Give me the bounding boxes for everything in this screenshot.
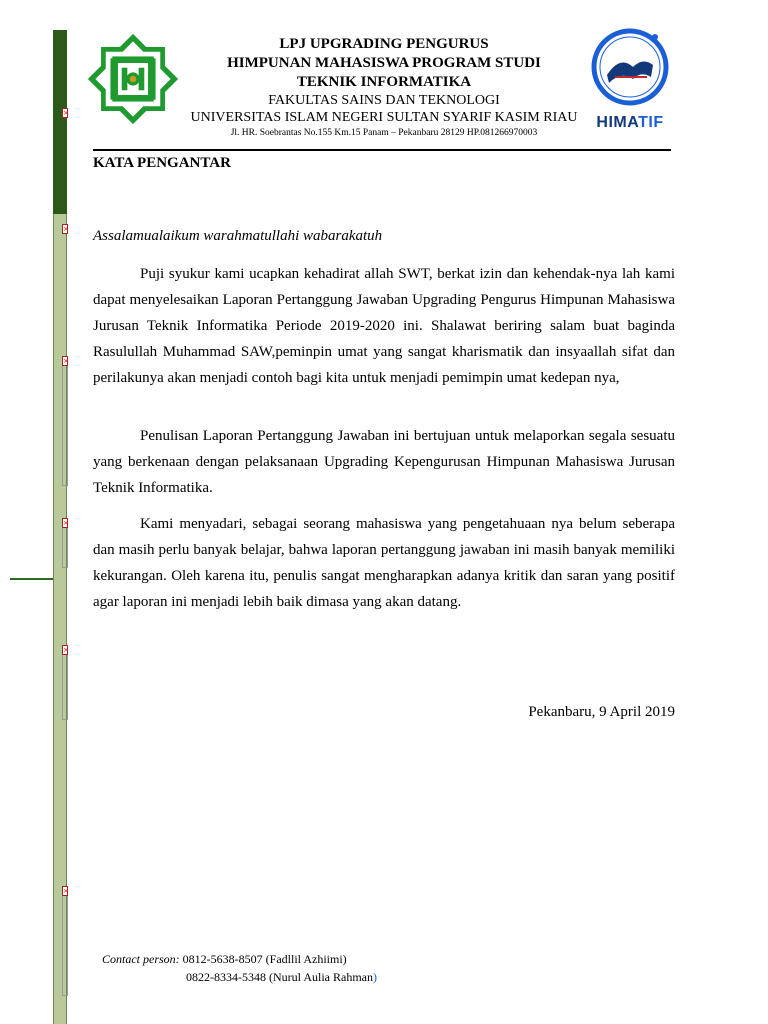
header-line-1: LPJ UPGRADING PENGURUS (279, 36, 489, 52)
marker-frame (62, 528, 68, 568)
himatif-logo (585, 27, 675, 137)
broken-image-marker: × (63, 357, 69, 365)
header-line-4: FAKULTAS SAINS DAN TEKNOLOGI (268, 93, 500, 108)
paragraph-3: Kami menyadari, sebagai seorang mahasiswa yang pengetahuaan nya belum seberapa dan masih perlu banyak belajar, bahwa laporan pertanggung jawaban ini masih banyak memiliki kekurangan. Oleh karena itu, penulis sangat mengharapkan adanya kritik dan saran yang positif agar laporan ini menjadi lebih baik dimasa yang akan datang. (93, 516, 675, 610)
himatif-emblem-icon (585, 27, 675, 107)
marker-frame (62, 366, 68, 486)
broken-image-marker: × (63, 519, 69, 527)
university-logo (86, 32, 180, 126)
left-border-dark (53, 30, 67, 214)
marker-frame (62, 896, 68, 996)
paragraph-2: Penulisan Laporan Pertanggung Jawaban ini bertujuan untuk melaporkan segala sesuatu yang berkenaan dengan pelaksanaan Upgrading Kepengurusan Himpunan Mahasiswa Jurusan Teknik Informatika. (93, 428, 675, 496)
header-line-5: UNIVERSITAS ISLAM NEGERI SULTAN SYARIF KASIM RIAU (190, 110, 578, 125)
contact-block (102, 950, 377, 986)
himatif-wordmark: HIMATIF (596, 114, 664, 131)
broken-image-marker: × (63, 225, 69, 233)
contact-person-1: 0812-5638-8507 (Fadllil Azhiimi) (182, 952, 347, 966)
contact-person-2-close: ) (372, 970, 377, 984)
header-address: Jl. HR. Soebrantas No.155 Km.15 Panam – Pekanbaru 28129 HP.081266970003 (230, 128, 538, 138)
page-title: KATA PENGANTAR (93, 155, 231, 171)
date-line: Pekanbaru, 9 April 2019 (528, 704, 675, 720)
header-rule (93, 149, 671, 151)
paragraph-1: Puji syukur kami ucapkan kehadirat allah SWT, berkat izin dan kehendak-nya lah kami dapat menyelesaikan Laporan Pertanggung Jawaban Upgrading Pengurus Himpunan Mahasiswa Jurusan Teknik Informatika Periode 2019-2020 ini. Shalawat beriring salam buat baginda Rasulullah Muhammad SAW,peminpin umat yang sangat kharismatik dan insyaallah sifat dan perilakunya akan menjadi contoh bagi kita untuk menjadi pemimpin umat kedepan nya, (93, 266, 675, 386)
broken-image-marker: × (63, 109, 69, 117)
contact-label: Contact person: (102, 952, 180, 966)
header-line-2: HIMPUNAN MAHASISWA PROGRAM STUDI (227, 55, 541, 71)
contact-person-2: 0822-8334-5348 (Nurul Aulia Rahman (186, 970, 373, 984)
greeting: Assalamualaikum warahmatullahi wabarakatuh (93, 228, 383, 244)
header-line-3: TEKNIK INFORMATIKA (296, 74, 472, 90)
broken-image-marker: × (63, 887, 69, 895)
marker-frame (62, 655, 68, 720)
left-border-rule (10, 578, 53, 580)
broken-image-marker: × (63, 646, 69, 654)
